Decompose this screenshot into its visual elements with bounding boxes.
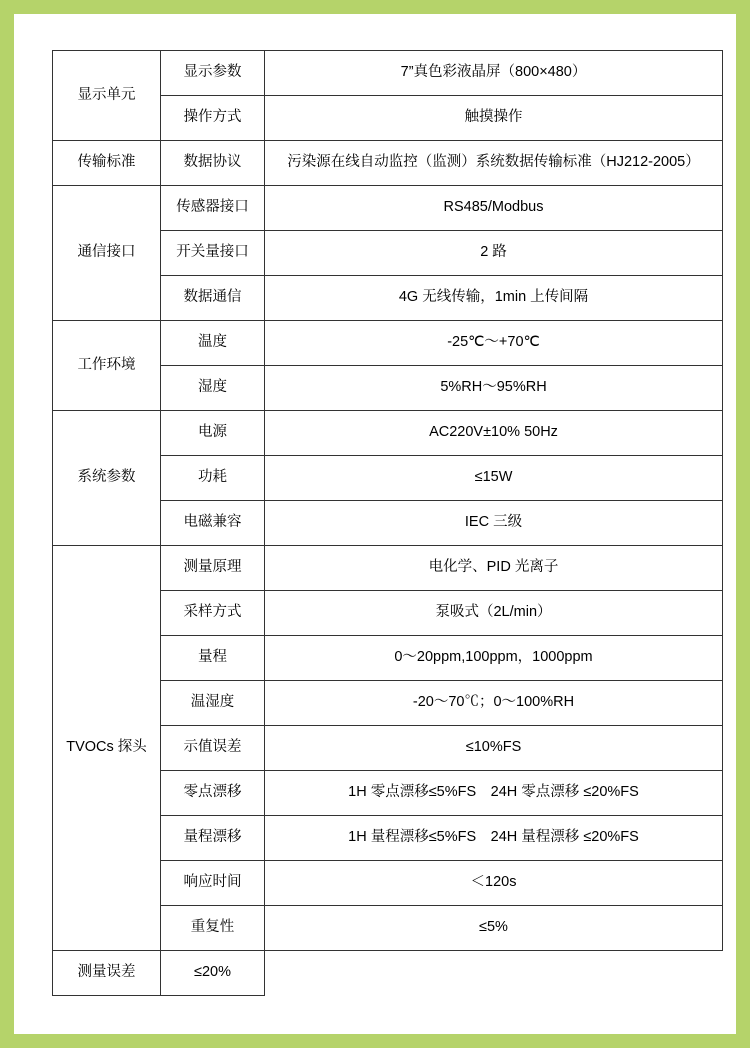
- specification-table-body: [53, 51, 723, 996]
- table-row: [53, 141, 723, 186]
- table-cell-group: 显示单元: [53, 51, 161, 141]
- table-cell-item: 显示参数: [161, 51, 265, 96]
- table-cell-item: 温湿度: [161, 681, 265, 726]
- document-page: [14, 14, 736, 1034]
- table-cell-item: 示值误差: [161, 726, 265, 771]
- table-cell-value: 触摸操作: [265, 96, 723, 141]
- table-cell-value: IEC 三级: [265, 501, 723, 546]
- table-cell-value: 1H 零点漂移≤5%FS 24H 零点漂移 ≤20%FS: [265, 771, 723, 816]
- table-cell-value: 0～20ppm,100ppm，1000ppm: [265, 636, 723, 681]
- table-cell-group: TVOCs 探头: [53, 546, 161, 951]
- table-cell-value: 泵吸式（2L/min）: [265, 591, 723, 636]
- table-cell-group: 传输标准: [53, 141, 161, 186]
- table-cell-group: 通信接口: [53, 186, 161, 321]
- table-cell-item: 传感器接口: [161, 186, 265, 231]
- table-cell-value: 4G 无线传输，1min 上传间隔: [265, 276, 723, 321]
- table-row: [53, 951, 723, 996]
- table-row: [53, 186, 723, 231]
- table-cell-value: 2 路: [265, 231, 723, 276]
- table-cell-value: ≤20%: [161, 951, 265, 996]
- table-cell-value: ＜120s: [265, 861, 723, 906]
- table-cell-item: 操作方式: [161, 96, 265, 141]
- table-cell-item: 湿度: [161, 366, 265, 411]
- table-cell-value: 5%RH～95%RH: [265, 366, 723, 411]
- table-cell-value: ≤5%: [265, 906, 723, 951]
- table-cell-value: -20～70℃；0～100%RH: [265, 681, 723, 726]
- specification-table: [52, 50, 723, 996]
- table-cell-value: 污染源在线自动监控（监测）系统数据传输标准（HJ212-2005）: [265, 141, 723, 186]
- table-cell-value: ≤10%FS: [265, 726, 723, 771]
- table-cell-item: 数据协议: [161, 141, 265, 186]
- table-cell-item: 测量原理: [161, 546, 265, 591]
- table-cell-item: 重复性: [161, 906, 265, 951]
- table-row: [53, 51, 723, 96]
- table-cell-value: ≤15W: [265, 456, 723, 501]
- table-cell-value: 7”真色彩液晶屏（800×480）: [265, 51, 723, 96]
- table-row: [53, 546, 723, 591]
- table-cell-item: 温度: [161, 321, 265, 366]
- table-cell-item: 功耗: [161, 456, 265, 501]
- table-cell-item: 量程: [161, 636, 265, 681]
- table-cell-group: 系统参数: [53, 411, 161, 546]
- table-cell-item: 开关量接口: [161, 231, 265, 276]
- table-cell-value: -25℃～+70℃: [265, 321, 723, 366]
- table-row: [53, 411, 723, 456]
- table-cell-item: 采样方式: [161, 591, 265, 636]
- table-cell-group: 工作环境: [53, 321, 161, 411]
- table-cell-value: 1H 量程漂移≤5%FS 24H 量程漂移 ≤20%FS: [265, 816, 723, 861]
- table-cell-value: 电化学、PID 光离子: [265, 546, 723, 591]
- table-row: [53, 321, 723, 366]
- table-cell-value: AC220V±10% 50Hz: [265, 411, 723, 456]
- table-cell-item: 测量误差: [53, 951, 161, 996]
- table-cell-item: 零点漂移: [161, 771, 265, 816]
- table-cell-item: 量程漂移: [161, 816, 265, 861]
- table-cell-item: 电源: [161, 411, 265, 456]
- table-cell-item: 响应时间: [161, 861, 265, 906]
- table-cell-item: 数据通信: [161, 276, 265, 321]
- table-cell-item: 电磁兼容: [161, 501, 265, 546]
- table-cell-value: RS485/Modbus: [265, 186, 723, 231]
